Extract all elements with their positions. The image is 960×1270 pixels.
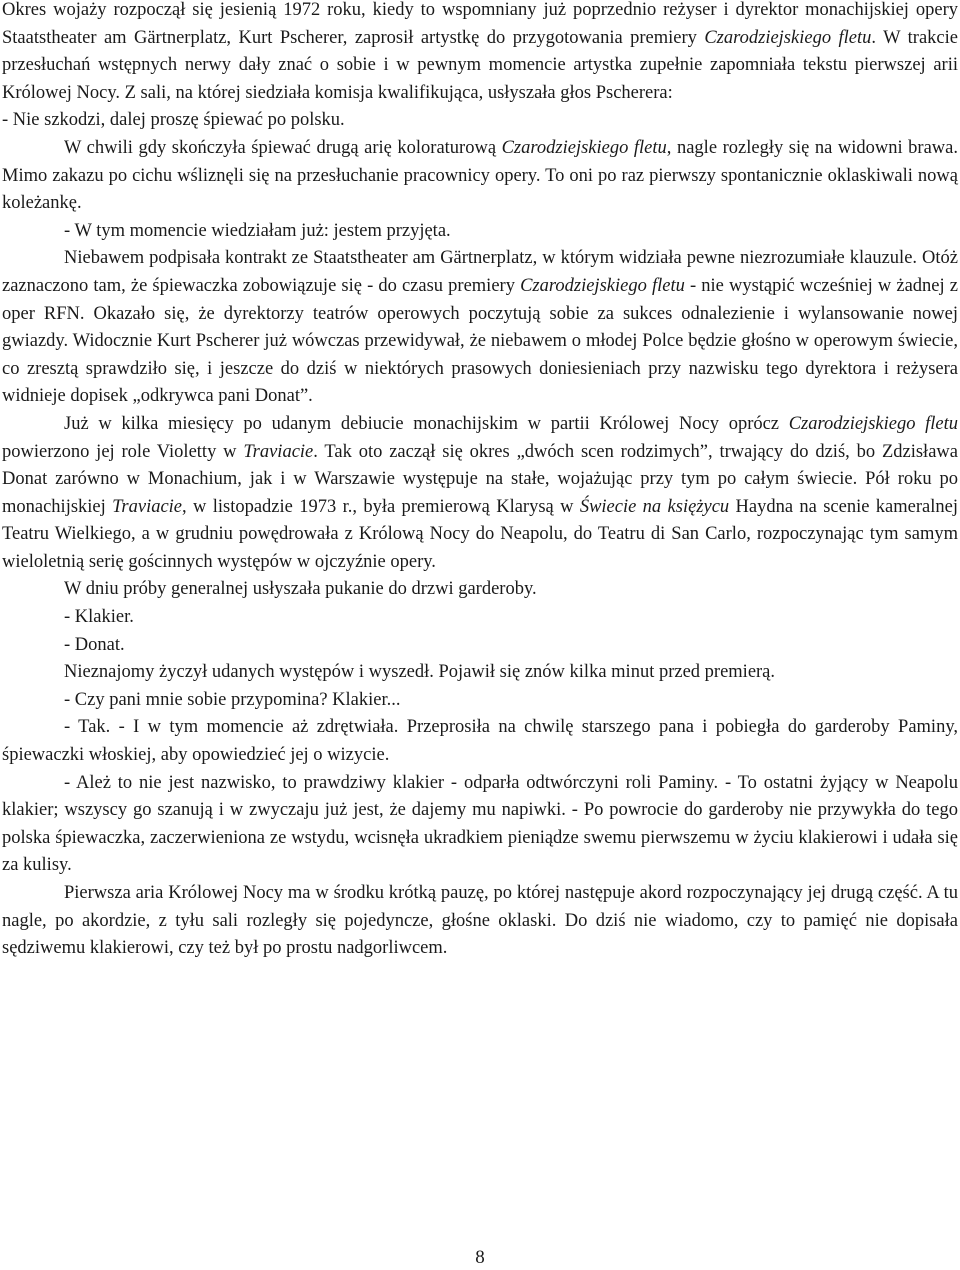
text-run: - Tak. - I w tym momencie aż zdrętwiała. Przeprosiła na chwilę starszego pana i pobiegła do garderoby Paminy, śpiewaczki włoskiej, aby opowiedzieć jej o wizycie. <box>2 717 958 766</box>
italic-title: Traviacie <box>243 441 314 462</box>
paragraph <box>2 659 958 687</box>
text-run: Pierwsza aria Królowej Nocy ma w środku krótką pauzę, po której następuje akord rozpoczynający jej drugą część. A tu nagle, po akordzie, z tyłu sali rozległy się pojedyncze, głośne oklaski. Do dziś nie wiadomo, czy to pamięć nie dopisała sędziwemu klakierowi, czy też był po prostu nadgorliwcem. <box>2 883 958 959</box>
text-run: - Czy pani mnie sobie przypomina? Klakier... <box>64 689 401 710</box>
italic-title: Czarodziejskiego fletu <box>788 413 959 434</box>
paragraph <box>2 880 958 963</box>
paragraph <box>2 135 958 218</box>
italic-title: Czarodziejskiego fletu <box>704 27 872 48</box>
paragraph <box>2 604 958 632</box>
paragraph <box>2 411 958 577</box>
page-body <box>2 0 958 963</box>
text-run: . W trakcie przesłuchań wstępnych nerwy dały znać o sobie i w pewnym momencie artystka zupełnie zapomniała tekstu pierwszej arii Królowej Nocy. Z sali, na której siedziała komisja kwalifikująca, usłyszała głos Pscherera: <box>2 27 958 103</box>
italic-title: Czarodziejskiego fletu <box>501 137 667 158</box>
paragraph <box>2 218 958 246</box>
text-run: , w listopadzie 1973 r., była premierową Klarysą w <box>182 496 580 517</box>
text-run: Niebawem podpisała kontrakt ze Staatstheater am Gärtnerplatz, w którym widziała pewne niezrozumiałe klauzule. Otóż zaznaczono tam, że śpiewaczka zobowiązuje się - do czasu premiery <box>2 248 958 296</box>
paragraph <box>2 0 958 107</box>
italic-title: Czarodziejskiego fletu <box>520 275 685 296</box>
text-run: Haydna na scenie kameralnej Teatru Wielkiego, a w grudniu powędrowała z Królową Nocy do Neapolu, do Teatru di San Carlo, rozpoczynając tym samym wieloletnią serię gościnnych występów w ojczyźnie opery. <box>2 496 958 572</box>
text-run: , nagle rozległy się na widowni brawa. Mimo zakazu po cichu wśliznęli się na przesłuchanie pracownicy opery. To oni po raz pierwszy spontanicznie oklaskiwali nową koleżankę. <box>2 137 959 214</box>
italic-title: Świecie na księżycu <box>579 496 730 517</box>
italic-title: Traviacie <box>112 496 183 517</box>
page-number: 8 <box>475 1247 485 1268</box>
paragraph <box>2 714 958 769</box>
paragraph <box>2 107 958 135</box>
text-run: Okres wojaży rozpoczął się jesienią 1972 roku, kiedy to wspomniany już poprzednio reżyser i dyrektor monachijskiej opery Staatstheater am Gärtnerplatz, Kurt Pscherer, zaprosił artystkę do przygotowania premiery <box>2 0 958 48</box>
text-run: Już w kilka miesięcy po udanym debiucie monachijskim w partii Królowej Nocy oprócz <box>64 413 789 434</box>
paragraph <box>2 576 958 604</box>
text-run: - Donat. <box>64 634 125 655</box>
text-run: Nieznajomy życzył udanych występów i wyszedł. Pojawił się znów kilka minut przed premierą. <box>64 662 776 683</box>
text-run: - nie wystąpić wcześniej w żadnej z oper RFN. Okazało się, że dyrektorzy teatrów operowych poczytują sobie za sukces odnalezienie i wylansowanie nowej gwiazdy. Widocznie Kurt Pscherer już wówczas przewidywał, że niebawem o młodej Polce będzie głośno w operowym świecie, co zresztą sprawdziło się, i jeszcze do dziś w niektórych prasowych doniesieniach przy nazwisku tego dyrektora i reżysera widnieje dopisek „odkrywca pani Donat”. <box>2 275 958 407</box>
text-run: . Tak oto zaczął się okres „dwóch scen rodzimych”, trwający do dziś, bo Zdzisława Donat zarówno w Monachium, jak i w Warszawie występuje na stałe, wojażując przy tym po całym świecie. Pół roku po monachijskiej <box>2 441 958 517</box>
text-run: - Klakier. <box>64 607 134 628</box>
text-run: W dniu próby generalnej usłyszała pukanie do drzwi garderoby. <box>64 579 537 600</box>
text-run: - Nie szkodzi, dalej proszę śpiewać po polsku. <box>2 110 345 131</box>
paragraph <box>2 632 958 660</box>
text-run: powierzono jej role Violetty w <box>2 441 244 462</box>
paragraph <box>2 770 958 880</box>
paragraph <box>2 245 958 411</box>
paragraph <box>2 687 958 715</box>
text-run: - W tym momencie wiedziałam już: jestem przyjęta. <box>64 220 451 241</box>
text-run: - Ależ to nie jest nazwisko, to prawdziwy klakier - odparła odtwórczyni roli Paminy. - To ostatni żyjący w Neapolu klakier; wszyscy go szanują i w zwyczaju już jest, że dajemy mu napiwki. - Po powrocie do garderoby nie przywykła do tego polska śpiewaczka, zaczerwieniona ze wstydu, wcisnęła ukradkiem pieniądze swemu pierwszemu w życiu klakierowi i udała się za kulisy. <box>2 772 958 876</box>
text-run: W chwili gdy skończyła śpiewać drugą arię koloraturową <box>64 137 502 158</box>
